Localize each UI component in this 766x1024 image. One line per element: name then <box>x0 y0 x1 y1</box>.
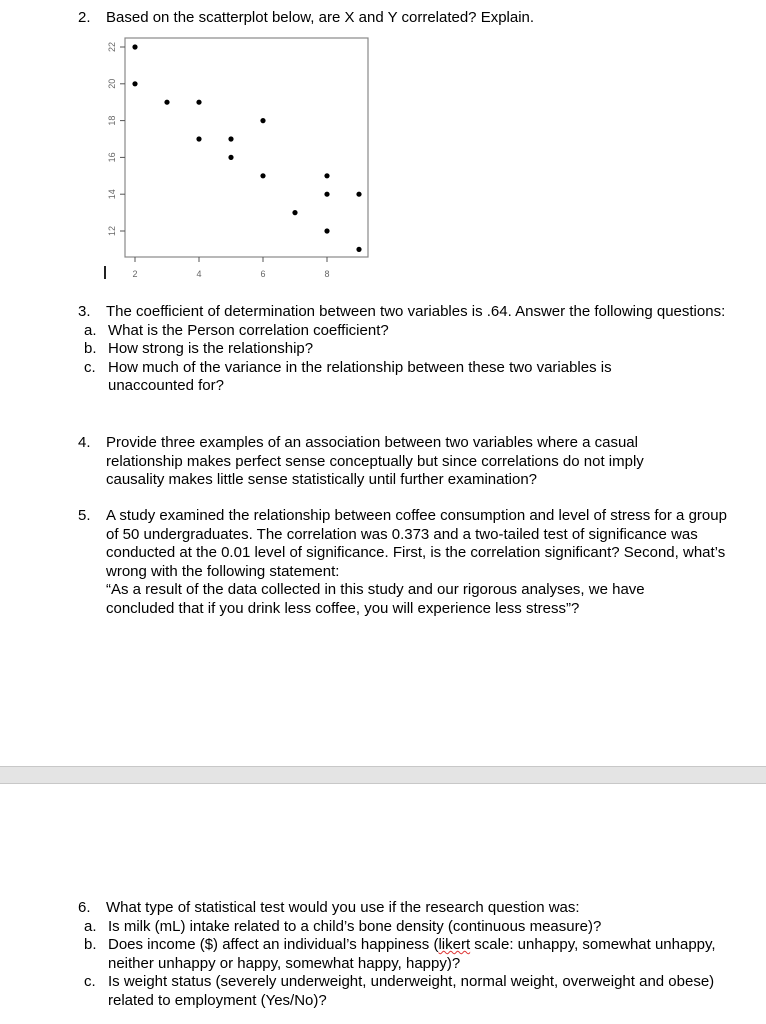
question-5 <box>78 507 738 619</box>
y-tick-label: 18 <box>107 115 117 126</box>
question-number: 2. <box>78 9 91 26</box>
y-tick-label: 16 <box>107 152 117 163</box>
question-number: 4. <box>78 434 91 451</box>
question-2 <box>78 9 758 28</box>
item-label: c. <box>84 973 96 991</box>
data-point <box>324 173 329 178</box>
question-number: 3. <box>78 303 91 320</box>
question-number: 6. <box>78 899 91 916</box>
question-text: Provide three examples of an association between two variables where a casual relationship makes perfect sense conceptually but since correlations do not imply causality makes little sense statistically until further examination? <box>106 434 644 489</box>
question-text: The coefficient of determination between two variables is .64. Answer the following questions: <box>106 303 726 320</box>
item-label: a. <box>84 917 97 935</box>
question-text: Based on the scatterplot below, are X and Y correlated? Explain. <box>106 9 535 26</box>
data-point <box>260 173 265 178</box>
y-tick-label: 20 <box>107 78 117 89</box>
data-point <box>356 192 361 197</box>
question-number: 5. <box>78 507 91 524</box>
x-tick-label: 6 <box>260 269 266 279</box>
question-text: What type of statistical test would you use if the research question was: <box>106 899 580 916</box>
question-3 <box>78 303 758 396</box>
x-tick-label: 8 <box>324 269 330 279</box>
item-label: a. <box>84 321 97 339</box>
item-text: What is the Person correlation coefficient? <box>108 321 389 339</box>
x-tick-label: 4 <box>196 269 202 279</box>
item-text: Is weight status (severely underweight, underweight, normal weight, overweight and obese) related to employment (Yes/No)? <box>108 973 715 1009</box>
item-label: b. <box>84 936 97 954</box>
question-text: A study examined the relationship between coffee consumption and level of stress for a group of 50 undergraduates. The correlation was 0.373 and a two-tailed test of significance was conducted at the 0.01 level of significance. First, is the correlation significant? Second, what’s wrong with the following statement: <box>106 507 727 580</box>
data-point <box>356 247 361 252</box>
data-point <box>292 210 297 215</box>
data-point <box>228 136 233 141</box>
item-label: c. <box>84 358 96 376</box>
item-text: scale: unhappy, somewhat unhappy, neither unhappy or happy, somewhat happy, happy)? <box>108 936 716 972</box>
y-tick-label: 12 <box>107 225 117 237</box>
x-tick-label: 2 <box>132 269 138 279</box>
page-separator <box>0 766 766 784</box>
data-point <box>228 155 233 160</box>
quote-text: “As a result of the data collected in this study and our rigorous analyses, we have concluded that if you drink less coffee, you will experience less stress”? <box>106 581 645 617</box>
scatterplot <box>80 28 380 288</box>
data-point <box>260 118 265 123</box>
data-point <box>196 100 201 105</box>
data-point <box>132 81 137 86</box>
data-point <box>196 136 201 141</box>
question-6 <box>78 899 748 1011</box>
item-label: b. <box>84 340 97 358</box>
data-point <box>324 192 329 197</box>
text-cursor <box>104 266 106 279</box>
data-point <box>324 228 329 233</box>
plot-frame <box>125 38 368 257</box>
item-text: Is milk (mL) intake related to a child’s bone density (continuous measure)? <box>108 917 602 935</box>
spellcheck-word[interactable]: likert <box>438 936 471 954</box>
item-text: How much of the variance in the relationship between these two variables is unaccounted for? <box>108 358 612 395</box>
y-tick-label: 22 <box>107 41 117 53</box>
y-tick-label: 14 <box>107 189 117 200</box>
question-4 <box>78 434 698 490</box>
item-text: Does income ($) affect an individual’s happiness ( <box>108 936 439 954</box>
data-point <box>132 44 137 49</box>
data-point <box>164 100 169 105</box>
item-text: How strong is the relationship? <box>108 340 314 358</box>
